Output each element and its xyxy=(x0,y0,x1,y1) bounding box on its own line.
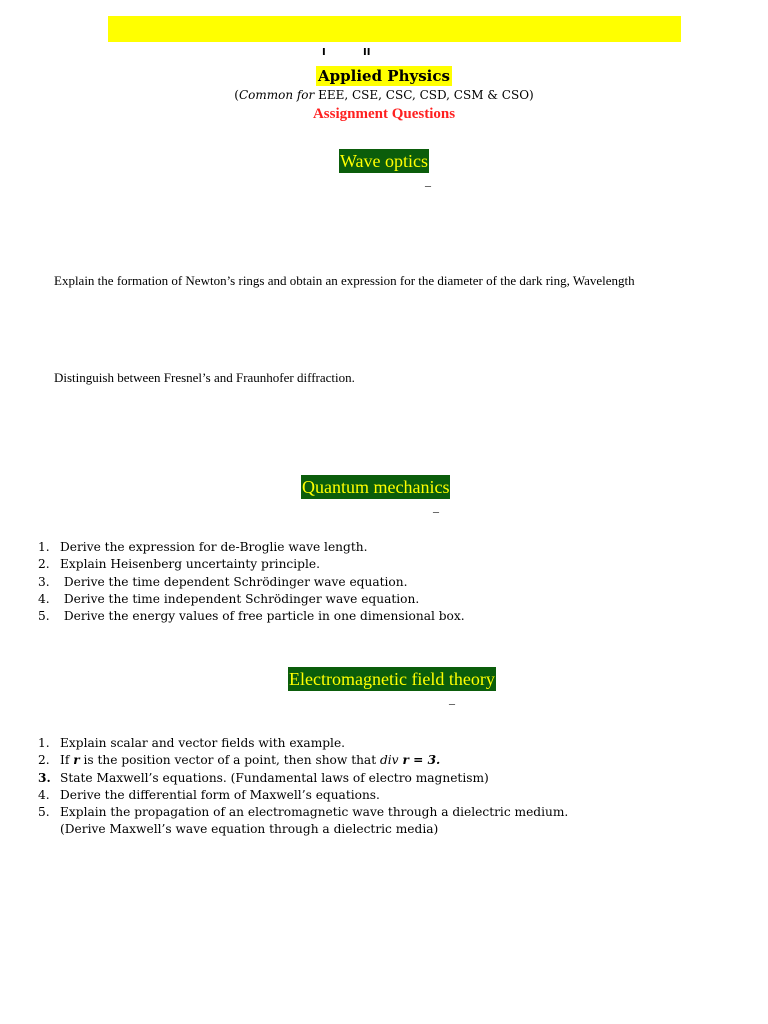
wave-question-2: Distinguish between Fresnel’s and Fraunhofer diffraction. xyxy=(54,370,355,385)
div-result: r = 3. xyxy=(402,753,441,768)
list-item xyxy=(38,574,465,591)
section-title-wave-optics: Wave optics xyxy=(340,151,429,171)
item-number: 4. xyxy=(38,787,50,802)
item-number: 4. xyxy=(38,591,50,606)
item-text: Derive the expression for de-Broglie wave length. xyxy=(60,540,368,554)
div-operator: div xyxy=(379,753,403,768)
item-text: (Derive Maxwell’s wave equation through a dielectric media) xyxy=(60,822,439,837)
list-item-continuation xyxy=(38,821,568,838)
item-text-a: If xyxy=(60,753,74,768)
quantum-question-list xyxy=(38,539,465,625)
list-item xyxy=(38,770,568,787)
top-highlight-bar xyxy=(108,16,681,42)
common-italic: Common for xyxy=(238,88,315,102)
item-text: Derive the energy values of free particle in one dimensional box. xyxy=(60,609,465,624)
item-text: Explain the propagation of an electromagnetic wave through a dielectric medium. xyxy=(60,805,569,820)
wave-question-1: Explain the formation of Newton’s rings and obtain an expression for the diameter of the dark ring, Wavelength xyxy=(54,273,635,288)
item-text: Derive the time independent Schrödinger wave equation. xyxy=(60,591,420,606)
title-container xyxy=(0,66,768,86)
item-number: 3. xyxy=(38,770,51,785)
section-wave-optics xyxy=(339,149,429,173)
page-title: Applied Physics xyxy=(318,67,450,85)
list-item xyxy=(38,787,568,804)
item-text-b: is the position vector of a point, then show that xyxy=(79,753,380,768)
list-item xyxy=(38,556,465,573)
section-title-quantum: Quantum mechanics xyxy=(302,477,450,497)
list-item xyxy=(38,804,568,821)
item-text: State Maxwell’s equations. (Fundamental laws of electro magnetism) xyxy=(60,770,489,785)
item-number: 5. xyxy=(38,609,50,624)
item-text: Explain scalar and vector fields with example. xyxy=(60,736,346,750)
list-item xyxy=(38,539,465,556)
list-item xyxy=(38,591,465,608)
list-item xyxy=(38,735,568,752)
list-item xyxy=(38,752,568,769)
section-title-em: Electromagnetic field theory xyxy=(289,669,495,689)
common-for-line xyxy=(0,88,768,102)
em-question-list xyxy=(38,735,568,839)
common-prefix: ( xyxy=(234,88,239,102)
item-number: 3. xyxy=(38,574,50,589)
item-number: 1. xyxy=(38,540,50,554)
assignment-heading: Assignment Questions xyxy=(312,106,456,122)
common-branches: EEE, CSE, CSC, CSD, CSM & CSO) xyxy=(314,88,534,102)
section-electromagnetic xyxy=(288,667,496,691)
item-number: 2. xyxy=(38,753,50,768)
list-item xyxy=(38,608,465,625)
item-number: 1. xyxy=(38,736,50,750)
roman-numeral-one: I xyxy=(322,47,326,58)
dash-wave: – xyxy=(425,178,431,192)
item-text: Derive the differential form of Maxwell’s equations. xyxy=(60,787,380,802)
vector-r: r xyxy=(73,753,80,768)
roman-numeral-two: II xyxy=(363,47,371,58)
item-number: 5. xyxy=(38,805,50,820)
section-quantum-mechanics xyxy=(301,475,450,499)
dash-em: – xyxy=(449,696,455,710)
item-number: 2. xyxy=(38,557,50,572)
item-text: Explain Heisenberg uncertainty principle. xyxy=(60,557,320,572)
dash-quantum: – xyxy=(433,504,439,518)
item-text: Derive the time dependent Schrödinger wave equation. xyxy=(60,574,408,589)
